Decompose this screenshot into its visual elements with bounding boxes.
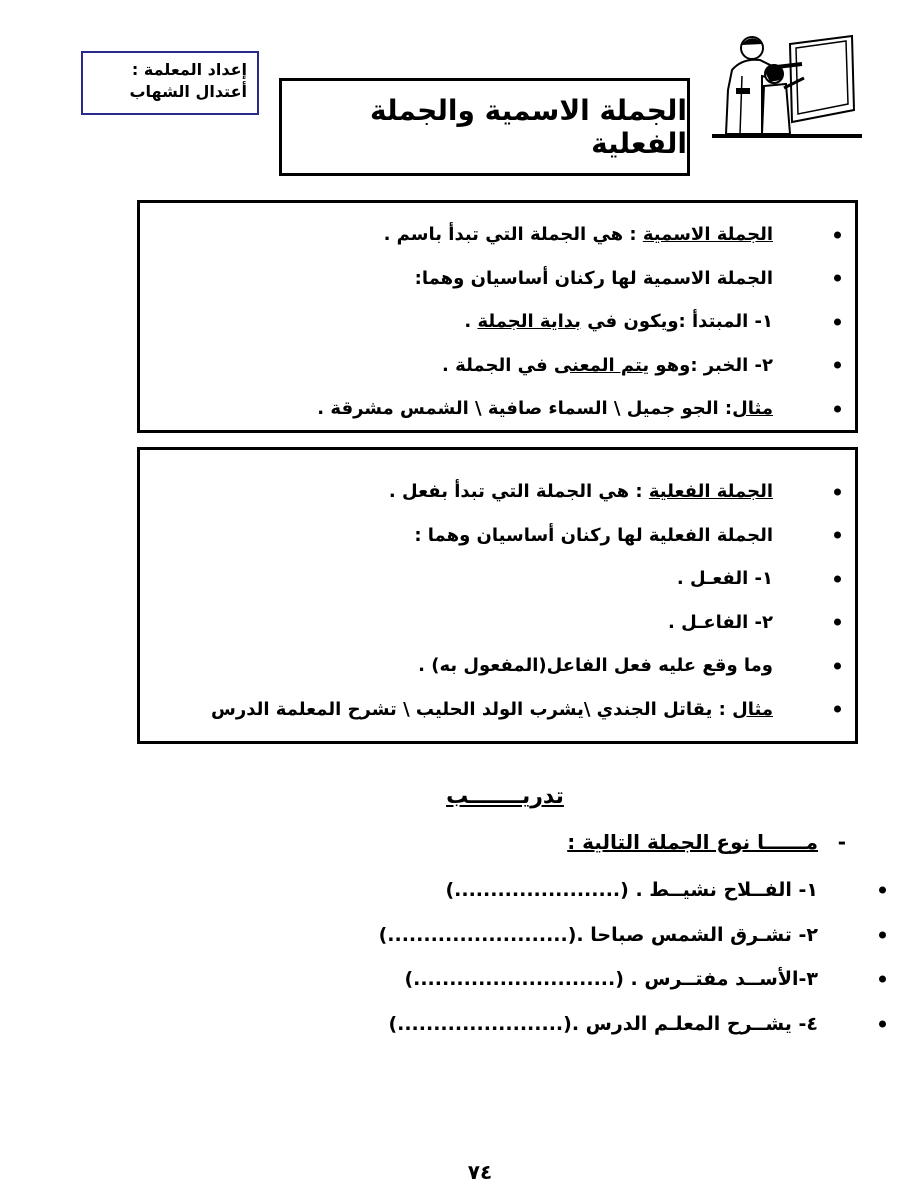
bullet-icon: [834, 619, 841, 626]
bullet-icon: [834, 662, 841, 669]
example-label: مثال: [732, 398, 773, 419]
nominal-sentence-section: [137, 200, 858, 433]
example-label: مثال: [732, 698, 773, 720]
page-title-box: [279, 78, 690, 176]
term-nominal-sentence: الجملة الاسمية: [642, 224, 773, 245]
question-text: مــــــا نوع الجملة التالية :: [567, 830, 818, 854]
doer-text: ٢- الفاعـل .: [668, 611, 773, 633]
example-text: : الجو جميل \ السماء صافية \ الشمس مشرقة .: [317, 398, 733, 419]
exercise-item: [0, 1002, 900, 1047]
bullet-icon: [834, 488, 841, 495]
exercise-item: [0, 957, 900, 1002]
bullet-icon: [834, 231, 841, 238]
predicate-end: في الجملة .: [442, 354, 554, 376]
exercise-text: ٣-الأســد مفتــرس . (............................): [404, 968, 818, 990]
pillars-text: الجملة الاسمية لها ركنان أساسيان وهما:: [414, 267, 773, 289]
exercise-item: [0, 913, 900, 958]
subject-end: .: [464, 311, 478, 332]
teacher-and-student-at-board-icon: [712, 30, 862, 142]
bullet-icon: [879, 887, 886, 894]
verb-text: ١- الفعـل .: [676, 568, 773, 589]
question-dash: -: [837, 830, 846, 854]
page-title: الجملة الاسمية والجملة الفعلية: [369, 94, 687, 160]
list-item: [140, 470, 855, 514]
example-text: : يقاتل الجندي \يشرب الولد الحليب \ تشرح المعلمة الدرس: [211, 698, 733, 720]
exercise-list: [0, 868, 900, 1046]
bullet-icon: [879, 976, 886, 983]
predicate-underlined: يتم المعنى: [553, 354, 650, 376]
term-verbal-sentence: الجملة الفعلية: [648, 481, 773, 502]
list-item: [140, 688, 855, 732]
list-item: [140, 601, 855, 645]
author-label: إعداد المعلمة :: [131, 60, 247, 79]
definition-text: : هي الجملة التي تبدأ بفعل .: [388, 481, 649, 502]
bullet-icon: [879, 1020, 886, 1027]
bullet-icon: [879, 931, 886, 938]
bullet-icon: [834, 275, 841, 282]
list-item: [140, 300, 855, 344]
training-title: تدريـــــــب: [446, 784, 564, 809]
list-item: [140, 257, 855, 301]
list-item: [140, 344, 855, 388]
definition-text: : هي الجملة التي تبدأ باسم .: [383, 224, 643, 245]
exercise-text: ١- الفــلاح نشيــط . (.......................): [445, 879, 818, 901]
bullet-icon: [834, 532, 841, 539]
verbal-sentence-section: [137, 447, 858, 744]
exercise-text: ٢- تشـرق الشمس صباحا .(.........................): [378, 923, 818, 946]
illustration-svg: [712, 30, 862, 142]
author-box: [81, 51, 259, 115]
list-item: [140, 644, 855, 688]
bullet-icon: [834, 362, 841, 369]
list-item: [140, 387, 855, 431]
predicate-text: ٢- الخبر :وهو: [649, 354, 773, 376]
list-item: [140, 557, 855, 601]
page-number: ٧٤: [467, 1160, 493, 1184]
exercise-item: [0, 868, 900, 913]
subject-underlined: بداية الجملة: [477, 311, 581, 332]
author-name: أعتدال الشهاب: [129, 82, 247, 101]
bullet-icon: [834, 405, 841, 412]
exercise-text: ٤- يشــرح المعلـم الدرس .(.......................): [388, 1012, 818, 1035]
object-text: وما وقع عليه فعل الفاعل(المفعول به) .: [418, 655, 773, 676]
bullet-icon: [834, 575, 841, 582]
training-question: [567, 830, 846, 854]
bullet-icon: [834, 706, 841, 713]
list-item: [140, 213, 855, 257]
list-item: [140, 514, 855, 558]
bullet-icon: [834, 318, 841, 325]
subject-text: ١- المبتدأ :ويكون في: [580, 311, 773, 332]
pillars-text: الجملة الفعلية لها ركنان أساسيان وهما :: [414, 524, 773, 546]
